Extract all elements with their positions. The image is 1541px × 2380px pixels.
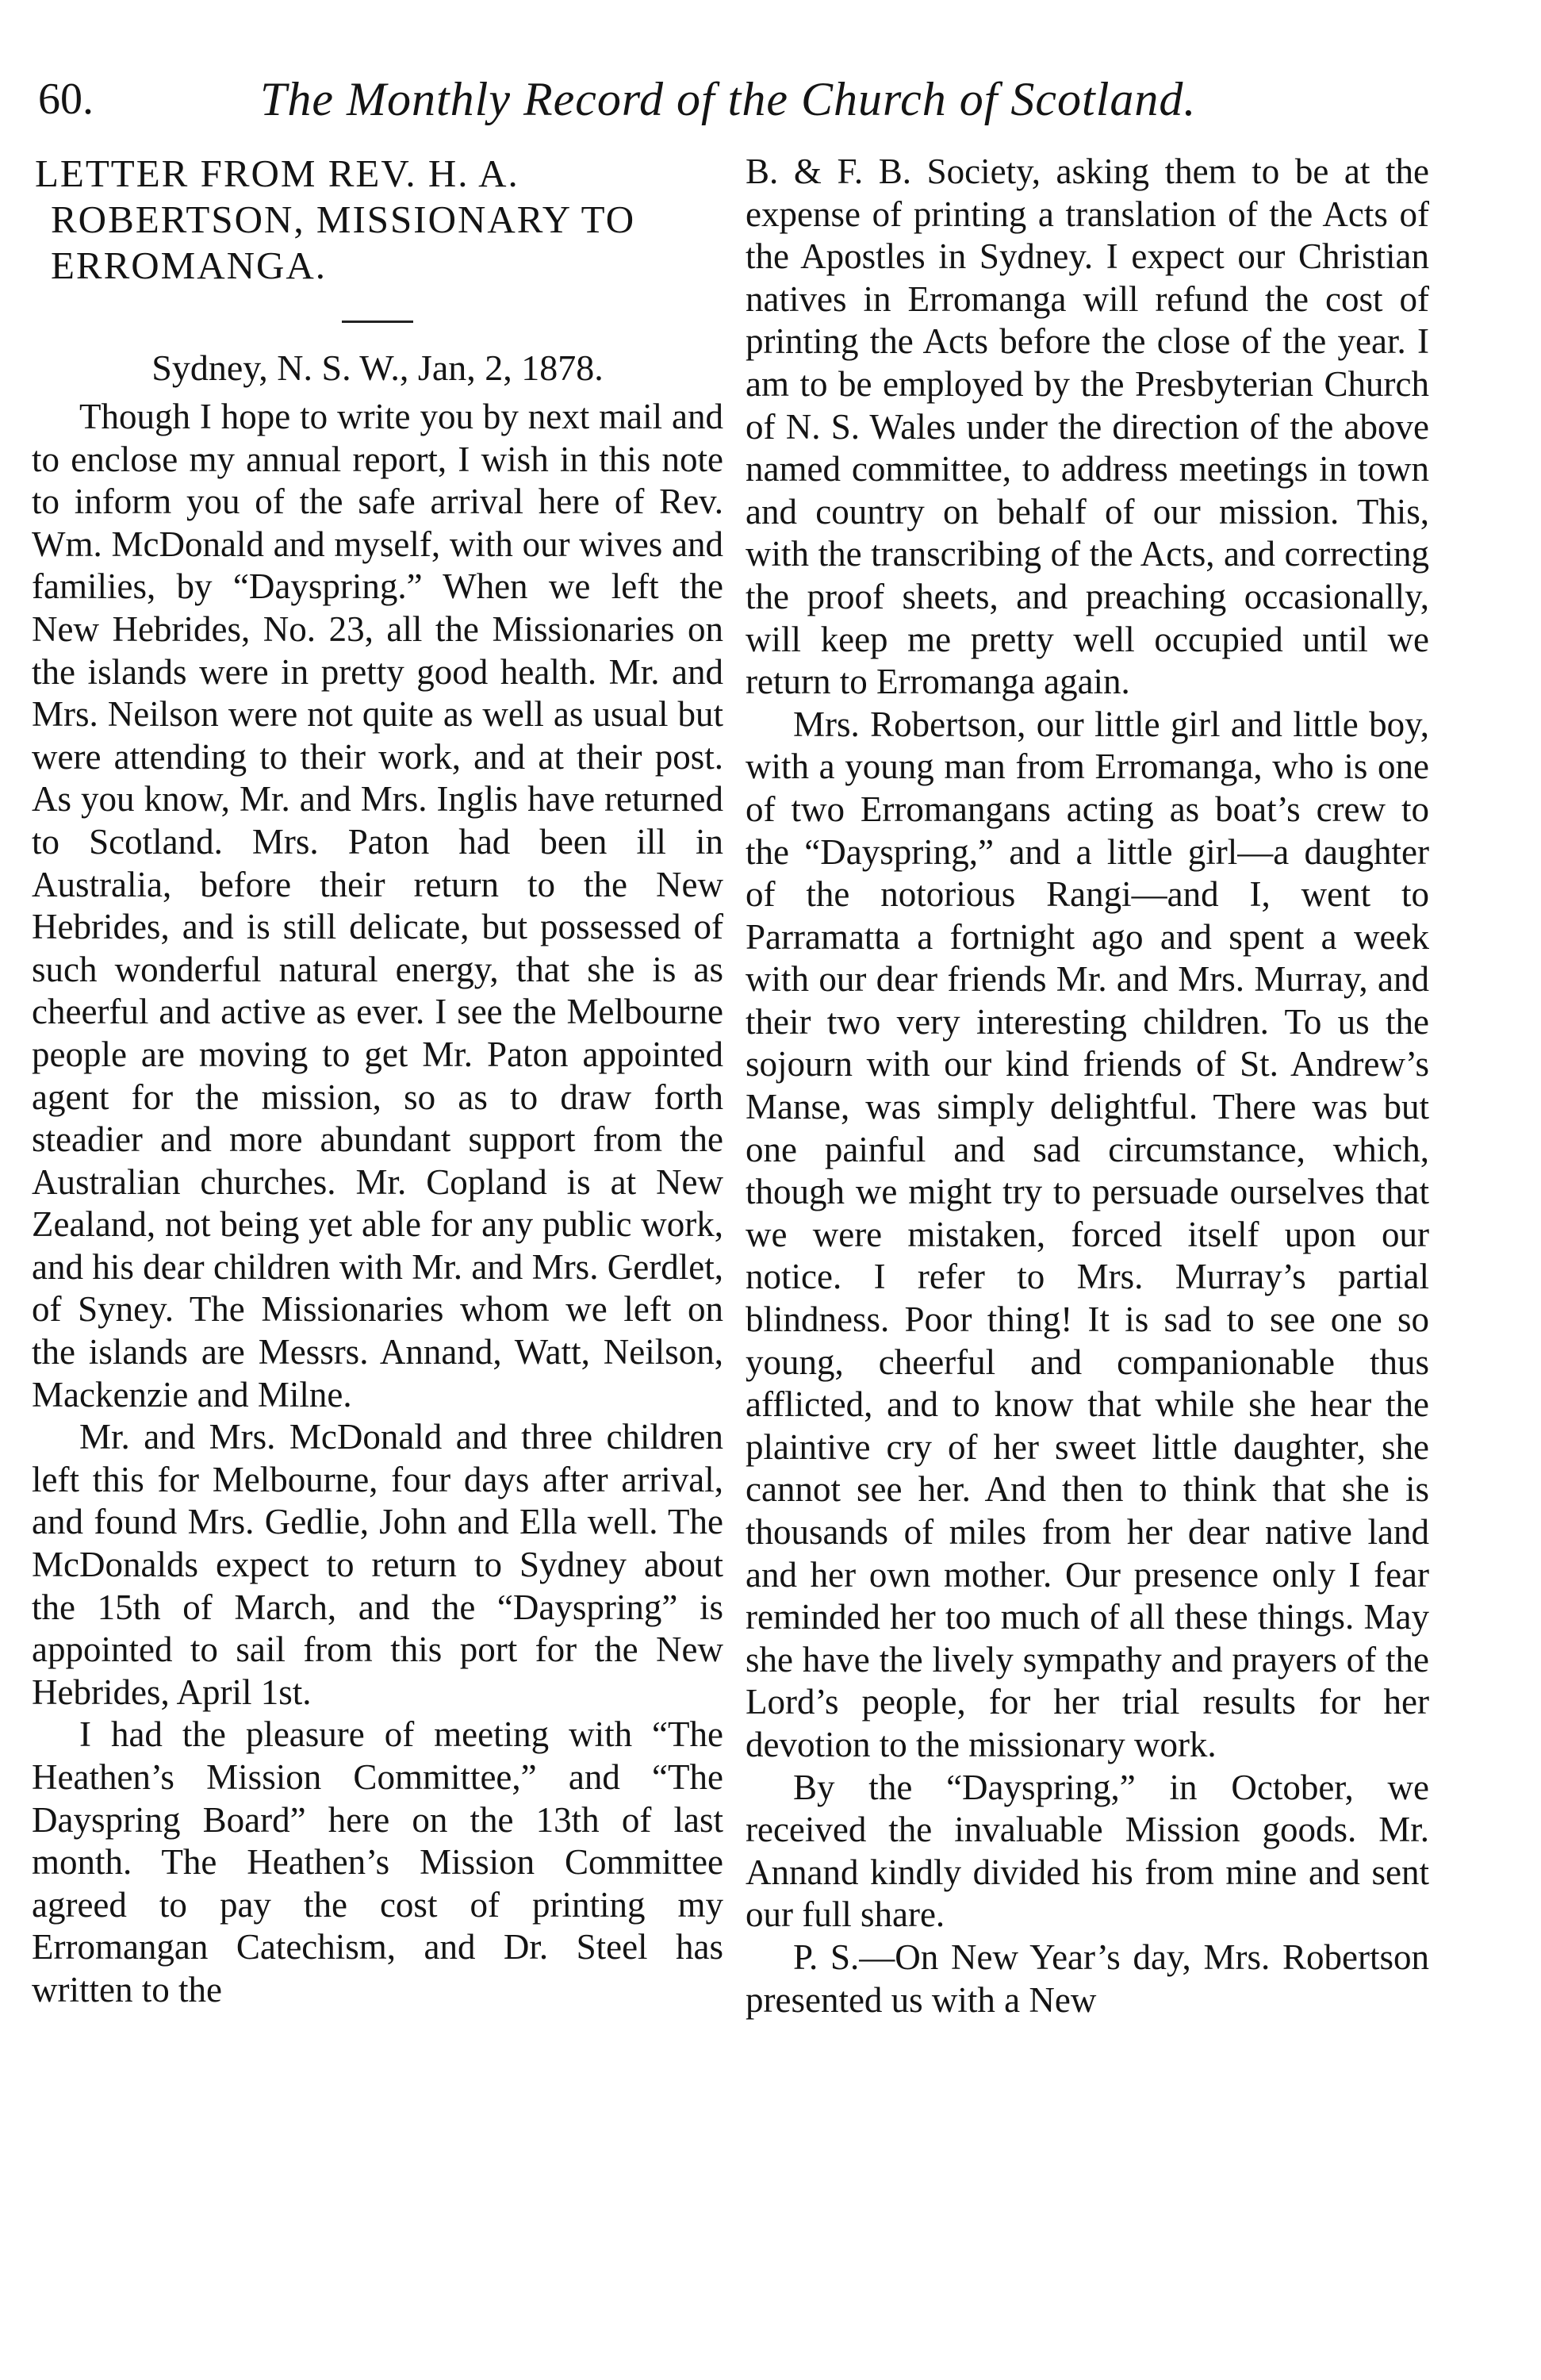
running-title: The Monthly Record of the Church of Scotland. xyxy=(260,73,1197,125)
paragraph-mission-goods: By the “Dayspring,” in October, we received the invaluable Mission goods. Mr. Annand kindly divided his from mine and sent our full share. xyxy=(746,1767,1429,1935)
paragraph-committee-continued: B. & F. B. Society, asking them to be at the expense of printing a translation of the Acts of the Apostles in Sydney. I expect our Christian natives in Erromanga will refund the cost of printing the Acts before the close of the year. I am to be employed by the Presbyterian Church of N. S. Wales under the direction of the above named committee, to address meetings in town and country on behalf of our mission. This, with the transcribing of the Acts, and correcting the proof sheets, and preaching occasionally, will keep me pretty well occupied until we return to Erromanga again. xyxy=(746,152,1429,702)
article-title: LETTER FROM REV. H. A. ROBERTSON, MISSIONARY TO ERROMANGA. xyxy=(35,152,636,287)
paragraph-parramatta: Mrs. Robertson, our little girl and little boy, with a young man from Erromanga, who is one of two Erromangans acting as boat’s crew to the “Dayspring,” and a little girl—a daughter of the notorious Rangi—and I, went to Parramatta a fortnight ago and spent a week with our dear friends Mr. and Mrs. Murray, and their two very interesting children. To us the sojourn with our kind friends of St. Andrew’s Manse, was simply delightful. There was but one painful and sad circumstance, which, though we might try to persuade ourselves that we were mistaken, forced itself upon our notice. I refer to Mrs. Murray’s partial blindness. Poor thing! It is sad to see one so young, cheerful and companionable thus afflicted, and to know that while she hear the plaintive cry of her sweet little daughter, she cannot see her. And then to think that she is thousands of miles from her dear native land and her own mother. Our presence only I fear reminded her too much of all these things. May she have the lively sympathy and prayers of the Lord’s people, for her trial results for her devotion to the missionary work. xyxy=(746,704,1429,1764)
left-column xyxy=(32,151,723,2012)
paragraph-committee: I had the pleasure of meeting with “The Heathen’s Mission Committee,” and “The Dayspring Board” here on the 13th of last month. The Heathen’s Mission Committee agreed to pay the cost of printing my Erromangan Catechism, and Dr. Steel has written to the xyxy=(32,1714,723,2010)
paragraph-postscript: P. S.—On New Year’s day, Mrs. Robertson presented us with a New xyxy=(746,1937,1429,2020)
title-divider xyxy=(342,321,413,323)
paragraph-mcdonalds: Mr. and Mrs. McDonald and three children left this for Melbourne, four days after arrival, and found Mrs. Gedlie, John and Ella well. The McDonalds expect to return to Sydney about the 15th of March, and the “Dayspring” is appointed to sail from this port for the New Hebrides, April 1st. xyxy=(32,1417,723,1712)
dateline: Sydney, N. S. W., Jan, 2, 1878. xyxy=(151,347,604,388)
page-header xyxy=(38,63,1434,135)
right-column xyxy=(746,151,1429,2021)
page-number: 60. xyxy=(38,75,94,124)
paragraph-arrival: Though I hope to write you by next mail and to enclose my annual report, I wish in this note to inform you of the safe arrival here of Rev. Wm. McDonald and myself, with our wives and families, by “Dayspring.” When we left the New Hebrides, No. 23, all the Missionaries on the islands were in pretty good health. Mr. and Mrs. Neilson were not quite as well as usual but were attending to their work, and at their post. As you know, Mr. and Mrs. Inglis have returned to Scotland. Mrs. Paton had been ill in Australia, before their return to the New Hebrides, and is still delicate, but possessed of such wonderful natural energy, that she is as cheerful and active as ever. I see the Melbourne people are moving to get Mr. Paton appointed agent for the mission, so as to draw forth steadier and more abundant support from the Australian churches. Mr. Copland is at New Zealand, not being yet able for any public work, and his dear children with Mr. and Mrs. Gerdlet, of Syney. The Missionaries whom we left on the islands are Messrs. Annand, Watt, Neilson, Mackenzie and Milne. xyxy=(32,397,723,1415)
